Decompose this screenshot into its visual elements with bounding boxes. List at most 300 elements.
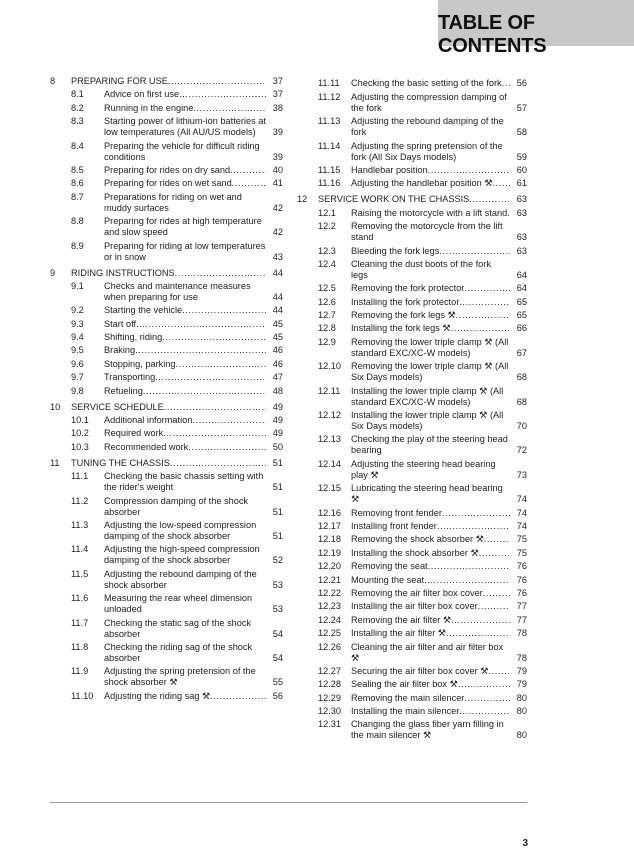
dot-leader [230, 165, 266, 176]
toc-entry-title: Removing the motorcycle from the lift stand [351, 221, 503, 243]
toc-entry-page: 67 [516, 347, 527, 358]
toc-subsection-entry[interactable] [50, 618, 283, 640]
toc-subsection-entry[interactable] [50, 103, 283, 114]
dot-leader [155, 372, 266, 383]
toc-entry-page: 70 [516, 421, 527, 432]
toc-entry-page: 55 [272, 677, 283, 688]
toc-subsection-entry[interactable] [297, 386, 527, 408]
toc-entry-title: Adjusting the low-speed compression damping of the shock absorber [104, 519, 257, 541]
toc-entry-title: Preparing for rides at high temperature and slow speed [104, 216, 262, 238]
toc-subsection-entry[interactable] [50, 471, 283, 493]
toc-entry-number: 10.1 [71, 415, 89, 426]
toc-entry-number: 9.7 [71, 372, 84, 383]
toc-subsection-entry[interactable] [297, 221, 527, 243]
toc-entry-page: 51 [272, 506, 283, 517]
toc-entry-page: 75 [516, 547, 527, 558]
toc-subsection-entry[interactable] [50, 116, 283, 138]
toc-entry-page: 68 [516, 396, 527, 407]
dot-leader [469, 194, 510, 205]
toc-entry-title: Measuring the rear wheel dimension unloaded [104, 593, 253, 615]
toc-entry-title: Adjusting the riding sag ⚒ [104, 690, 211, 701]
dot-leader [163, 428, 266, 439]
toc-entry-page: 37 [272, 76, 283, 86]
toc-subsection-entry[interactable] [50, 442, 283, 453]
toc-entry-number: 9.5 [71, 345, 84, 356]
toc-subsection-entry[interactable] [297, 706, 527, 717]
toc-entry-page: 77 [516, 614, 527, 625]
toc-entry-number: 11.16 [318, 178, 341, 189]
toc-entry-page: 49 [272, 428, 283, 439]
toc-entry-title: Transporting [104, 372, 156, 383]
toc-subsection-entry[interactable] [50, 496, 283, 518]
toc-entry-page: 37 [272, 89, 283, 100]
dot-leader [451, 323, 510, 334]
toc-entry-title: SERVICE WORK ON THE CHASSIS [318, 194, 470, 205]
toc-subsection-entry[interactable] [50, 569, 283, 591]
toc-entry-page: 80 [516, 706, 527, 717]
toc-entry-number: 12.16 [318, 507, 341, 518]
toc-subsection-entry[interactable] [297, 410, 527, 432]
dot-leader [210, 691, 266, 702]
toc-entry-title: Shifting, riding [104, 332, 163, 343]
toc-entry-title: Checking the static sag of the shock absorber [104, 617, 252, 639]
toc-subsection-entry[interactable] [297, 628, 527, 639]
toc-entry-page: 76 [516, 561, 527, 572]
toc-entry-number: 11.3 [71, 519, 89, 530]
toc-entry-page: 63 [516, 232, 527, 243]
toc-subsection-entry[interactable] [50, 141, 283, 163]
toc-left-column [50, 76, 283, 702]
toc-entry-number: 12.28 [318, 679, 341, 690]
toc-entry-number: 12.15 [318, 483, 341, 494]
toc-entry-number: 12.6 [318, 296, 336, 307]
dot-leader [428, 165, 510, 176]
toc-entry-page: 65 [516, 296, 527, 307]
toc-entry-title: Removing front fender [351, 507, 442, 518]
toc-entry-title: Installing front fender [351, 520, 437, 531]
toc-entry-page: 58 [516, 127, 527, 138]
toc-entry-title: TUNING THE CHASSIS [71, 457, 170, 468]
dot-leader [135, 345, 266, 356]
dot-leader [442, 508, 510, 519]
toc-subsection-entry[interactable] [297, 575, 527, 586]
toc-entry-number: 11.2 [71, 495, 89, 506]
toc-entry-page: 61 [516, 178, 527, 189]
toc-entry-number: 12.27 [318, 665, 341, 676]
toc-entry-number: 8.8 [71, 216, 84, 227]
toc-entry-number: 12.22 [318, 587, 341, 598]
toc-subsection-entry[interactable] [297, 434, 527, 456]
toc-entry-page: 38 [272, 102, 283, 113]
toc-entry-page: 54 [272, 628, 283, 639]
toc-subsection-entry[interactable] [297, 508, 527, 519]
toc-entry-number: 12.18 [318, 534, 341, 545]
toc-section-entry[interactable] [50, 76, 283, 87]
dot-leader [459, 297, 510, 308]
toc-entry-title: Removing the air filter ⚒ [351, 614, 452, 625]
toc-entry-title: RIDING INSTRUCTIONS [71, 267, 175, 278]
toc-entry-page: 65 [516, 310, 527, 321]
toc-entry-title: Running in the engine [104, 102, 194, 113]
toc-section-entry[interactable] [297, 194, 527, 205]
toc-entry-title: Adjusting the spring pretension of the shock absorber ⚒ [104, 666, 256, 688]
toc-entry-title: Cleaning the air filter and air filter box ⚒ [351, 641, 504, 663]
toc-entry-page: 78 [516, 628, 527, 639]
dot-leader [502, 78, 510, 89]
toc-entry-page: 66 [516, 323, 527, 334]
toc-entry-number: 12.9 [318, 336, 336, 347]
toc-entry-title: Bleeding the fork legs [351, 245, 440, 256]
toc-entry-page: 42 [272, 202, 283, 213]
toc-subsection-entry[interactable] [297, 679, 527, 690]
toc-entry-title: Raising the motorcycle with a lift stand [351, 207, 508, 218]
toc-subsection-entry[interactable] [50, 544, 283, 566]
toc-entry-page: 44 [272, 291, 283, 302]
toc-entry-title: Preparing for rides on dry sand [104, 164, 231, 175]
toc-entry-title: Recommended work [104, 441, 189, 452]
toc-subsection-entry[interactable] [50, 192, 283, 214]
toc-entry-page: 48 [272, 385, 283, 396]
toc-entry-title: Starting the vehicle [104, 305, 183, 316]
toc-entry-number: 9.2 [71, 305, 84, 316]
toc-subsection-entry[interactable] [297, 548, 527, 559]
toc-subsection-entry[interactable] [297, 337, 527, 359]
toc-entry-title: Removing the shock absorber ⚒ [351, 534, 484, 545]
dot-leader [168, 76, 266, 87]
toc-entry-title: Start off [104, 318, 137, 329]
toc-entry-page: 47 [272, 372, 283, 383]
toc-subsection-entry[interactable] [50, 666, 283, 688]
toc-subsection-entry[interactable] [50, 89, 283, 100]
toc-section-entry[interactable] [50, 458, 283, 469]
toc-subsection-entry[interactable] [50, 332, 283, 343]
toc-entry-number: 12.13 [318, 434, 341, 445]
toc-entry-title: Installing the lower triple clamp ⚒ (All Six Days models) [351, 410, 504, 432]
toc-entry-number: 12.20 [318, 561, 341, 572]
toc-subsection-entry[interactable] [297, 693, 527, 704]
toc-entry-title: Adjusting the spring pretension of the fork (All Six Days models) [351, 140, 503, 162]
toc-entry-title: Mounting the seat [351, 574, 425, 585]
dot-leader [493, 178, 510, 189]
toc-subsection-entry[interactable] [50, 520, 283, 542]
toc-entry-number: 9.4 [71, 332, 84, 343]
toc-entry-number: 11.14 [318, 140, 341, 151]
dot-leader [143, 386, 266, 397]
toc-entry-page: 44 [272, 267, 283, 278]
toc-subsection-entry[interactable] [50, 415, 283, 426]
toc-entry-title: Adjusting the rebound damping of the shock absorber [104, 568, 257, 590]
toc-entry-title: Removing the air filter box cover [351, 587, 483, 598]
dot-leader [179, 89, 266, 100]
toc-subsection-entry[interactable] [50, 305, 283, 316]
toc-entry-page: 72 [516, 445, 527, 456]
dot-leader [451, 615, 510, 626]
toc-entry-page: 79 [516, 679, 527, 690]
toc-entry-title: Removing the lower triple clamp ⚒ (All Six Days models) [351, 361, 509, 383]
toc-entry-number: 8.3 [71, 116, 84, 127]
toc-subsection-entry[interactable] [50, 359, 283, 370]
toc-entry-page: 49 [272, 415, 283, 426]
toc-subsection-entry[interactable] [297, 92, 527, 114]
dot-leader [428, 561, 510, 572]
dot-leader [456, 310, 510, 321]
toc-entry-number: 12.23 [318, 601, 341, 612]
toc-subsection-entry[interactable] [297, 666, 527, 677]
toc-entry-number: 12.29 [318, 692, 341, 703]
dot-leader [488, 666, 510, 677]
toc-entry-page: 44 [272, 305, 283, 316]
toc-entry-title: Removing the fork protector [351, 283, 465, 294]
toc-subsection-entry[interactable] [297, 323, 527, 334]
toc-subsection-entry[interactable] [50, 428, 283, 439]
dot-leader [459, 706, 510, 717]
toc-entry-page: 45 [272, 318, 283, 329]
toc-entry-title: Preparing for rides on wet sand [104, 178, 232, 189]
toc-subsection-entry[interactable] [297, 483, 527, 505]
toc-entry-number: 10.3 [71, 441, 89, 452]
toc-entry-number: 12.12 [318, 410, 341, 421]
toc-entry-number: 11.5 [71, 568, 89, 579]
toc-subsection-entry[interactable] [50, 345, 283, 356]
toc-entry-page: 45 [272, 332, 283, 343]
toc-subsection-entry[interactable] [297, 601, 527, 612]
toc-entry-title: Preparing the vehicle for difficult riding conditions [104, 140, 260, 162]
toc-entry-title: Adjusting the rebound damping of the fork [351, 116, 504, 138]
toc-subsection-entry[interactable] [297, 642, 527, 664]
dot-leader [176, 359, 266, 370]
toc-subsection-entry[interactable] [50, 372, 283, 383]
toc-subsection-entry[interactable] [50, 642, 283, 664]
toc-entry-title: Installing the lower triple clamp ⚒ (All standard EXC/XC-W models) [351, 385, 504, 407]
toc-entry-number: 8.5 [71, 164, 84, 175]
toc-entry-title: Checking the play of the steering head bearing [351, 434, 508, 456]
toc-entry-title: SERVICE SCHEDULE [71, 401, 164, 412]
toc-entry-page: 56 [272, 690, 283, 701]
toc-entry-title: Additional information [104, 415, 193, 426]
toc-entry-title: Required work [104, 428, 164, 439]
toc-entry-title: Advice on first use [104, 89, 180, 100]
toc-entry-number: 9.6 [71, 358, 84, 369]
dot-leader [483, 588, 510, 599]
toc-subsection-entry[interactable] [297, 259, 527, 281]
dot-leader [464, 283, 510, 294]
toc-entry-number: 12.19 [318, 547, 341, 558]
toc-entry-page: 64 [516, 283, 527, 294]
dot-leader [164, 402, 266, 413]
toc-entry-title: Lubricating the steering head bearing ⚒ [351, 483, 503, 505]
toc-entry-title: Installing the air filter box cover [351, 601, 478, 612]
toc-entry-page: 63 [516, 245, 527, 256]
toc-section-entry[interactable] [50, 268, 283, 279]
toc-entry-page: 60 [516, 164, 527, 175]
toc-subsection-entry[interactable] [297, 459, 527, 481]
toc-entry-title: Adjusting the high-speed compression damping of the shock absorber [104, 544, 260, 566]
toc-entry-page: 46 [272, 345, 283, 356]
toc-entry-page: 73 [516, 469, 527, 480]
toc-subsection-entry[interactable] [50, 178, 283, 189]
footer-divider [50, 802, 527, 803]
toc-subsection-entry[interactable] [297, 246, 527, 257]
dot-leader [170, 458, 266, 469]
toc-entry-number: 11.15 [318, 164, 341, 175]
toc-entry-title: Securing the air filter box cover ⚒ [351, 665, 489, 676]
toc-entry-number: 10.2 [71, 428, 89, 439]
dot-leader [162, 332, 266, 343]
toc-entry-number: 12.30 [318, 706, 341, 717]
toc-subsection-entry[interactable] [297, 719, 527, 741]
toc-entry-page: 39 [272, 151, 283, 162]
dot-leader [458, 679, 510, 690]
toc-subsection-entry[interactable] [50, 165, 283, 176]
toc-entry-page: 52 [272, 555, 283, 566]
toc-entry-page: 56 [516, 78, 527, 89]
toc-entry-number: 8 [50, 76, 56, 86]
toc-entry-title: Starting power of lithium-ion batteries at low temperatures (All AU/US models) [104, 116, 266, 138]
toc-entry-number: 12.7 [318, 310, 336, 321]
toc-entry-page: 42 [272, 227, 283, 238]
toc-entry-number: 8.4 [71, 140, 84, 151]
toc-entry-title: Braking [104, 345, 136, 356]
toc-entry-number: 8.7 [71, 191, 84, 202]
toc-entry-page: 39 [272, 127, 283, 138]
toc-subsection-entry[interactable] [297, 283, 527, 294]
toc-entry-number: 11.4 [71, 544, 89, 555]
toc-subsection-entry[interactable] [297, 615, 527, 626]
toc-entry-number: 8.9 [71, 240, 84, 251]
toc-subsection-entry[interactable] [50, 216, 283, 238]
toc-entry-title: Removing the lower triple clamp ⚒ (All standard EXC/XC-W models) [351, 336, 509, 358]
toc-entry-page: 51 [272, 482, 283, 493]
toc-entry-page: 79 [516, 665, 527, 676]
toc-entry-title: Checking the basic chassis setting with the rider's weight [104, 471, 264, 493]
toc-entry-title: Sealing the air filter box ⚒ [351, 679, 458, 690]
toc-subsection-entry[interactable] [50, 593, 283, 615]
toc-entry-number: 9.8 [71, 385, 84, 396]
toc-entry-title: Adjusting the steering head bearing play ⚒ [351, 458, 496, 480]
toc-entry-number: 11.13 [318, 116, 341, 127]
toc-subsection-entry[interactable] [50, 386, 283, 397]
toc-subsection-entry[interactable] [297, 178, 527, 189]
toc-entry-title: Preparing for riding at low temperatures or in snow [104, 240, 266, 262]
toc-entry-number: 11.6 [71, 593, 89, 604]
toc-subsection-entry[interactable] [50, 691, 283, 702]
toc-entry-number: 8.6 [71, 178, 84, 189]
toc-subsection-entry[interactable] [297, 297, 527, 308]
dot-leader [232, 178, 266, 189]
toc-entry-title: Installing the fork protector [351, 296, 460, 307]
toc-subsection-entry[interactable] [297, 588, 527, 599]
toc-entry-number: 12 [297, 194, 308, 205]
toc-subsection-entry[interactable] [297, 310, 527, 321]
toc-entry-title: Preparations for riding on wet and muddy surfaces [104, 191, 242, 213]
toc-subsection-entry[interactable] [50, 241, 283, 263]
toc-subsection-entry[interactable] [297, 141, 527, 163]
toc-entry-page: 57 [516, 102, 527, 113]
toc-entry-title: Installing the shock absorber ⚒ [351, 547, 479, 558]
toc-entry-title: Handlebar position [351, 164, 428, 175]
toc-entry-number: 12.4 [318, 258, 336, 269]
toc-subsection-entry[interactable] [297, 521, 527, 532]
toc-entry-page: 46 [272, 358, 283, 369]
toc-entry-page: 64 [516, 269, 527, 280]
toc-subsection-entry[interactable] [297, 561, 527, 572]
toc-entry-number: 9.1 [71, 280, 84, 291]
toc-subsection-entry[interactable] [297, 165, 527, 176]
toc-subsection-entry[interactable] [50, 281, 283, 303]
dot-leader [437, 521, 510, 532]
toc-entry-number: 12.5 [318, 283, 336, 294]
toc-entry-page: 74 [516, 507, 527, 518]
toc-entry-title: Cleaning the dust boots of the fork legs [351, 258, 491, 280]
toc-entry-title: Installing the air filter ⚒ [351, 628, 447, 639]
toc-entry-title: Compression damping of the shock absorber [104, 495, 249, 517]
toc-entry-title: Checks and maintenance measures when preparing for use [104, 280, 251, 302]
dot-leader [478, 601, 510, 612]
toc-entry-title: Adjusting the compression damping of the fork [351, 91, 507, 113]
toc-section-entry[interactable] [50, 402, 283, 413]
toc-entry-number: 8.1 [71, 89, 84, 100]
toc-entry-number: 12.17 [318, 520, 341, 531]
toc-entry-title: Changing the glass fiber yarn filling in the main silencer ⚒ [351, 719, 504, 741]
toc-entry-page: 75 [516, 534, 527, 545]
toc-entry-page: 76 [516, 587, 527, 598]
page-title: TABLE OF CONTENTS [438, 12, 547, 57]
toc-subsection-entry[interactable] [297, 361, 527, 383]
toc-entry-page: 49 [272, 401, 283, 412]
toc-subsection-entry[interactable] [297, 208, 527, 219]
dot-leader [188, 442, 266, 453]
toc-entry-number: 11.8 [71, 641, 89, 652]
dot-leader [192, 415, 266, 426]
toc-entry-number: 9.3 [71, 318, 84, 329]
dot-leader [193, 103, 266, 114]
toc-entry-title: Stopping, parking [104, 358, 176, 369]
toc-subsection-entry[interactable] [297, 78, 527, 89]
toc-entry-title: Removing the seat [351, 561, 428, 572]
toc-entry-number: 12.14 [318, 458, 341, 469]
dot-leader [175, 268, 266, 279]
toc-entry-page: 63 [516, 194, 527, 205]
toc-entry-number: 12.11 [318, 385, 341, 396]
toc-entry-number: 12.10 [318, 361, 341, 372]
toc-entry-page: 80 [516, 692, 527, 703]
toc-entry-number: 12.2 [318, 221, 336, 232]
toc-entry-title: Removing the main silencer [351, 692, 465, 703]
toc-entry-page: 54 [272, 652, 283, 663]
toc-entry-page: 59 [516, 151, 527, 162]
toc-entry-number: 12.26 [318, 641, 341, 652]
toc-subsection-entry[interactable] [50, 319, 283, 330]
toc-entry-number: 11.7 [71, 617, 89, 628]
toc-entry-page: 53 [272, 604, 283, 615]
toc-entry-page: 80 [516, 730, 527, 741]
dot-leader [424, 575, 510, 586]
toc-entry-number: 11.11 [318, 78, 340, 89]
header-banner [438, 0, 634, 57]
toc-entry-title: Removing the fork legs ⚒ [351, 310, 456, 321]
toc-entry-page: 74 [516, 520, 527, 531]
toc-entry-number: 10 [50, 401, 61, 412]
toc-entry-page: 76 [516, 574, 527, 585]
toc-entry-number: 11.12 [318, 91, 341, 102]
toc-entry-title: Refueling [104, 385, 143, 396]
toc-subsection-entry[interactable] [297, 116, 527, 138]
toc-entry-page: 74 [516, 494, 527, 505]
dot-leader [484, 534, 510, 545]
toc-subsection-entry[interactable] [297, 534, 527, 545]
toc-entry-page: 50 [272, 441, 283, 452]
toc-entry-title: Adjusting the handlebar position ⚒ [351, 178, 493, 189]
